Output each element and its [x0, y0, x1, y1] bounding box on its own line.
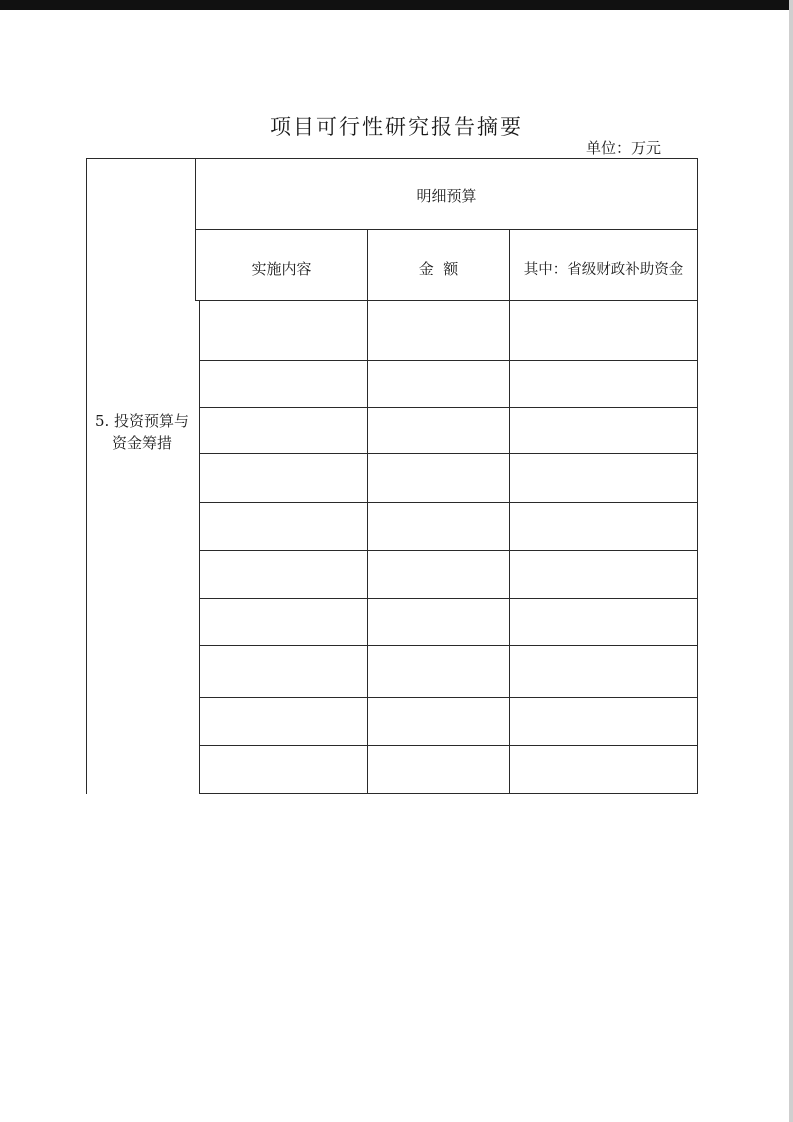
column-header-content: 实施内容	[251, 260, 312, 278]
table-border-bottom	[199, 793, 698, 794]
table-row-divider	[199, 697, 698, 698]
header-divider	[195, 229, 698, 230]
column-header-divider	[195, 300, 698, 301]
column-header-provincial-subsidy: 其中：省级财政补助资金	[523, 262, 684, 278]
column-divider-2	[509, 229, 510, 794]
table-row-divider	[199, 407, 698, 408]
column-divider-1	[367, 229, 368, 794]
table-row-divider	[199, 745, 698, 746]
section-divider-lower	[199, 300, 200, 794]
section-label-line1: 5. 投资预算与	[94, 412, 190, 430]
column-header-amount: 金 额	[418, 260, 459, 278]
budget-detail-header: 明细预算	[416, 187, 477, 205]
scan-border-top	[0, 0, 793, 10]
unit-label: 单位：万元	[586, 139, 662, 157]
document-title: 项目可行性研究报告摘要	[270, 115, 523, 139]
table-row-divider	[199, 550, 698, 551]
table-border-right	[697, 158, 698, 794]
section-label-line2: 资金筹措	[111, 434, 172, 452]
table-row-divider	[199, 360, 698, 361]
section-label	[88, 410, 196, 454]
scan-border-right	[789, 0, 793, 1122]
table-border-left	[86, 158, 87, 794]
table-row-divider	[199, 598, 698, 599]
table-row-divider	[199, 645, 698, 646]
table-row-divider	[199, 502, 698, 503]
table-border-top	[86, 158, 698, 159]
table-row-divider	[199, 453, 698, 454]
